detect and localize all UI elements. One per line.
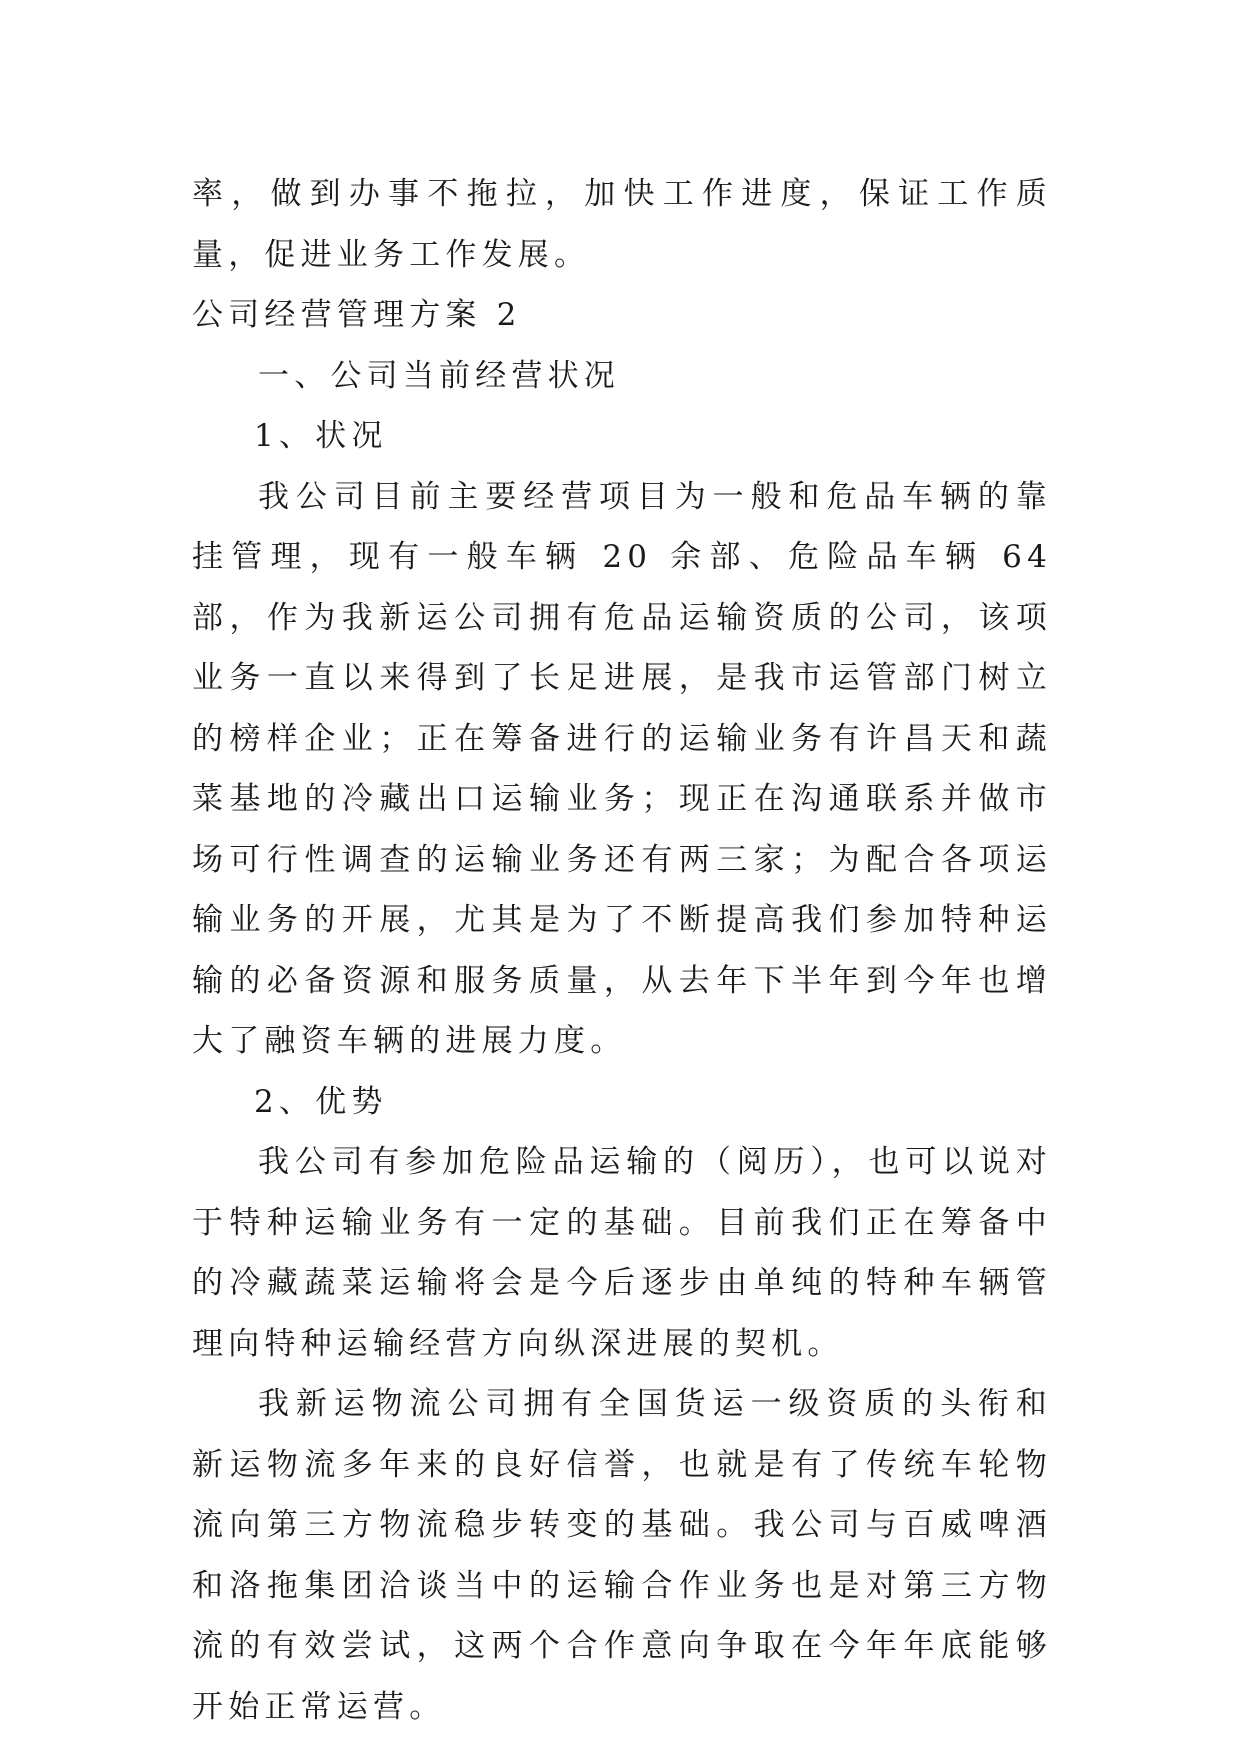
section-title: 公司经营管理方案 2 [192, 297, 522, 333]
section-heading: 一、公司当前经营状况 [258, 357, 620, 394]
body-paragraph: 我公司目前主要经营项目为一般和危品车辆的靠挂管理，现有一般车辆 20 余部、危险品车辆 64 部，作为我新运公司拥有危品运输资质的公司，该项业务一直以来得到了长足进展，是我市运管部门树立的榜样企业；正在筹备进行的运输业务有许昌天和蔬菜基地的冷藏出口运输业务；现正在沟通联系并做市场可行性调查的运输业务还有两三家；为配合各项运输业务的开展，尤其是为了不断提高我们参加特种运输的必备资源和服务质量，从去年下半年到今年也增大了融资车辆的进展力度。 [192, 478, 1052, 1059]
body-paragraph: 我公司有参加危险品运输的（阅历），也可以说对于特种运输业务有一定的基础。目前我们正在筹备中的冷藏蔬菜运输将会是今后逐步由单纯的特种车辆管理向特种运输经营方向纵深进展的契机。 [192, 1144, 1052, 1362]
continuation-paragraph: 率，做到办事不拖拉，加快工作进度，保证工作质量，促进业务工作发展。 [192, 176, 1052, 273]
subsection-heading: 1、状况 [254, 418, 388, 454]
body-paragraph: 我新运物流公司拥有全国货运一级资质的头衔和新运物流多年来的良好信誉，也就是有了传统车轮物流向第三方物流稳步转变的基础。我公司与百威啤酒和洛拖集团洽谈当中的运输合作业务也是对第三方物流的有效尝试，这两个合作意向争取在今年年底能够开始正常运营。 [192, 1386, 1052, 1725]
document-body [192, 164, 1052, 1737]
subsection-heading: 2、优势 [254, 1083, 388, 1120]
